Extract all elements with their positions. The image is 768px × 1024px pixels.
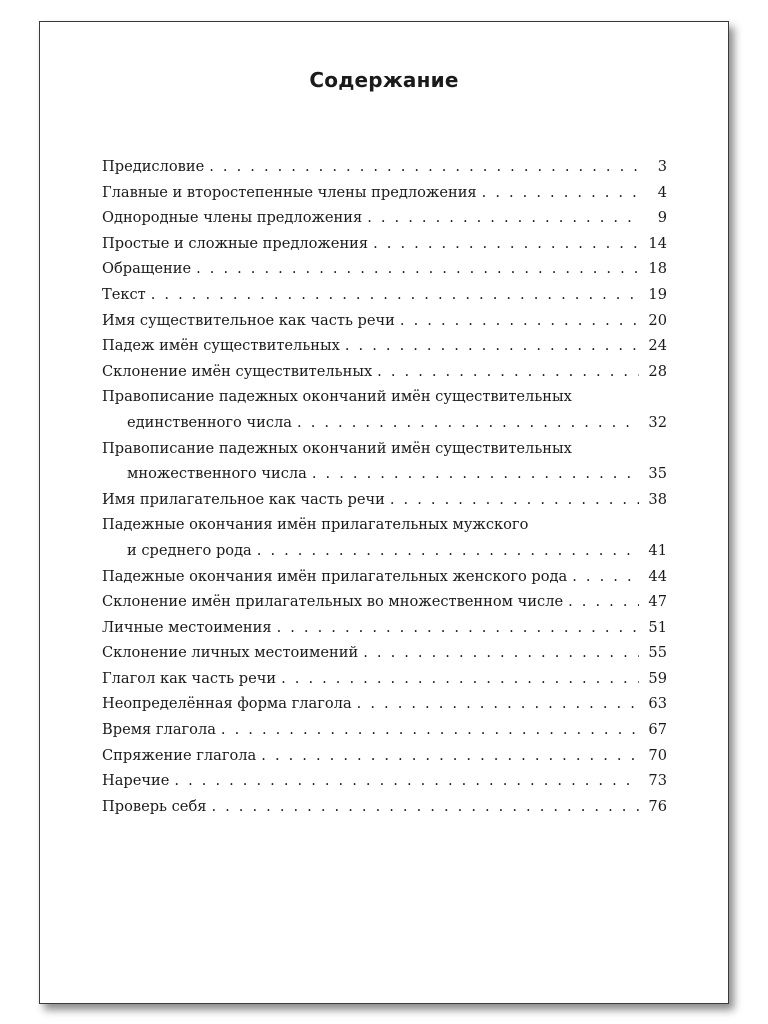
dot-leader	[174, 768, 639, 794]
toc-entry	[102, 282, 667, 308]
toc-entry-line	[102, 743, 667, 769]
dot-leader	[400, 308, 639, 334]
toc-entry-title: Наречие	[102, 772, 170, 790]
dot-leader	[297, 410, 639, 436]
toc-entry-title: Неопределённая форма глагола	[102, 695, 352, 713]
toc-page-number: 19	[648, 285, 667, 303]
toc-entry-title: Обращение	[102, 260, 192, 278]
toc-page-number: 76	[648, 797, 667, 815]
toc-page-number: 14	[648, 234, 667, 252]
toc-entry-title: Склонение личных местоимений	[102, 644, 359, 662]
toc-entry	[102, 640, 667, 666]
dot-leader	[367, 205, 639, 231]
toc-entry	[102, 487, 667, 513]
toc-page-number: 67	[648, 721, 667, 739]
dot-leader	[221, 717, 639, 743]
toc-entry-line	[102, 308, 667, 334]
toc-page-number: 59	[648, 669, 667, 687]
dot-leader	[373, 231, 639, 257]
toc-page-number: 73	[648, 772, 667, 790]
toc-page-number: 24	[648, 337, 667, 355]
dot-leader	[151, 282, 639, 308]
toc-entry-title: Текст	[102, 285, 146, 303]
toc-entry	[102, 589, 667, 615]
toc-page-number: 20	[648, 311, 667, 329]
toc-entry	[102, 256, 667, 282]
toc-entry	[102, 794, 667, 820]
toc-entry-line	[102, 589, 667, 615]
dot-leader	[390, 487, 639, 513]
toc-entry-title: множественного числа	[127, 465, 307, 483]
dot-leader	[377, 359, 639, 385]
toc-entry-line	[102, 666, 667, 692]
toc-entry-title: Падежные окончания имён прилагательных женского рода	[102, 567, 568, 585]
toc-entry-line	[102, 487, 667, 513]
toc-entry-title: Склонение имён существительных	[102, 362, 373, 380]
toc-entry-title: Правописание падежных окончаний имён существительных	[102, 388, 572, 406]
toc-entry	[102, 666, 667, 692]
toc-entry-title: Проверь себя	[102, 797, 207, 815]
toc-entry-title: Главные и второстепенные члены предложения	[102, 183, 477, 201]
toc-entry-line	[102, 256, 667, 282]
dot-leader	[357, 691, 639, 717]
dot-leader	[312, 461, 639, 487]
toc-entry-title: единственного числа	[127, 413, 293, 431]
toc-entry	[102, 512, 667, 563]
toc-entry-line	[102, 180, 667, 206]
toc-entry-title: Имя существительное как часть речи	[102, 311, 395, 329]
page-title: Содержание	[309, 68, 459, 92]
toc-entry-line	[102, 615, 667, 641]
toc-entry	[102, 384, 667, 435]
dot-leader	[568, 589, 639, 615]
toc-page-number: 63	[648, 695, 667, 713]
dot-leader	[281, 666, 639, 692]
toc-page-number: 4	[657, 183, 667, 201]
toc-page-number: 32	[648, 413, 667, 431]
toc-entry-line	[102, 154, 667, 180]
toc-entry-line	[102, 410, 667, 436]
toc-entry-line	[102, 282, 667, 308]
toc-entry-line	[102, 359, 667, 385]
toc-page-number: 9	[657, 209, 667, 227]
toc-entry-line	[102, 333, 667, 359]
toc-page-number: 51	[648, 618, 667, 636]
toc-entry-line	[102, 768, 667, 794]
toc-entry	[102, 359, 667, 385]
toc-entry	[102, 231, 667, 257]
toc-entry-title: Глагол как часть речи	[102, 669, 277, 687]
dot-leader	[345, 333, 639, 359]
toc-entry-line	[102, 512, 667, 538]
toc-page-number: 28	[648, 362, 667, 380]
toc-entry-line	[102, 640, 667, 666]
toc-entry-line	[102, 691, 667, 717]
toc-page-number: 35	[648, 465, 667, 483]
toc-entry-title: Однородные члены предложения	[102, 209, 363, 227]
toc-entry	[102, 436, 667, 487]
dot-leader	[257, 538, 639, 564]
toc-entry-line	[102, 794, 667, 820]
dot-leader	[209, 154, 639, 180]
toc-entry-title: Склонение имён прилагательных во множественном числе	[102, 593, 564, 611]
toc-entry	[102, 308, 667, 334]
toc-entry-line	[102, 384, 667, 410]
toc-entry	[102, 768, 667, 794]
toc-entry-title: Простые и сложные предложения	[102, 234, 369, 252]
dot-leader	[572, 564, 639, 590]
toc-entry-title: Падеж имён существительных	[102, 337, 340, 355]
toc-entry	[102, 615, 667, 641]
toc-entry-title: и среднего рода	[127, 541, 252, 559]
dot-leader	[261, 743, 639, 769]
toc-entry-line	[102, 538, 667, 564]
toc-entry	[102, 564, 667, 590]
toc-entry-line	[102, 205, 667, 231]
dot-leader	[482, 180, 639, 206]
dot-leader	[196, 256, 639, 282]
toc-entry-title: Имя прилагательное как часть речи	[102, 490, 385, 508]
toc-entry	[102, 691, 667, 717]
toc-page-number: 44	[648, 567, 667, 585]
toc-page-number: 47	[648, 593, 667, 611]
toc-page-number: 3	[657, 158, 667, 175]
toc-page-number: 18	[648, 260, 667, 278]
document-page	[39, 21, 729, 1004]
toc-entry-title: Предисловие	[102, 158, 205, 175]
toc-entry-line	[102, 436, 667, 462]
toc-entry-title: Падежные окончания имён прилагательных мужского	[102, 516, 529, 534]
toc-entry-title: Время глагола	[102, 721, 216, 739]
toc-page-number: 55	[648, 644, 667, 662]
toc-page-number: 70	[648, 746, 667, 764]
dot-leader	[363, 640, 639, 666]
dot-leader	[277, 615, 639, 641]
toc-entry	[102, 180, 667, 206]
toc-page-number: 38	[648, 490, 667, 508]
toc-entry-title: Правописание падежных окончаний имён существительных	[102, 439, 572, 457]
toc-entry	[102, 333, 667, 359]
dot-leader	[211, 794, 639, 820]
toc-entry-line	[102, 564, 667, 590]
toc-entry-line	[102, 231, 667, 257]
table-of-contents	[102, 154, 667, 819]
toc-entry	[102, 205, 667, 231]
toc-entry-title: Спряжение глагола	[102, 746, 257, 764]
toc-entry	[102, 154, 667, 180]
toc-entry	[102, 743, 667, 769]
toc-entry	[102, 717, 667, 743]
toc-entry-line	[102, 717, 667, 743]
toc-entry-line	[102, 461, 667, 487]
toc-page-number: 41	[648, 541, 667, 559]
toc-entry-title: Личные местоимения	[102, 618, 272, 636]
